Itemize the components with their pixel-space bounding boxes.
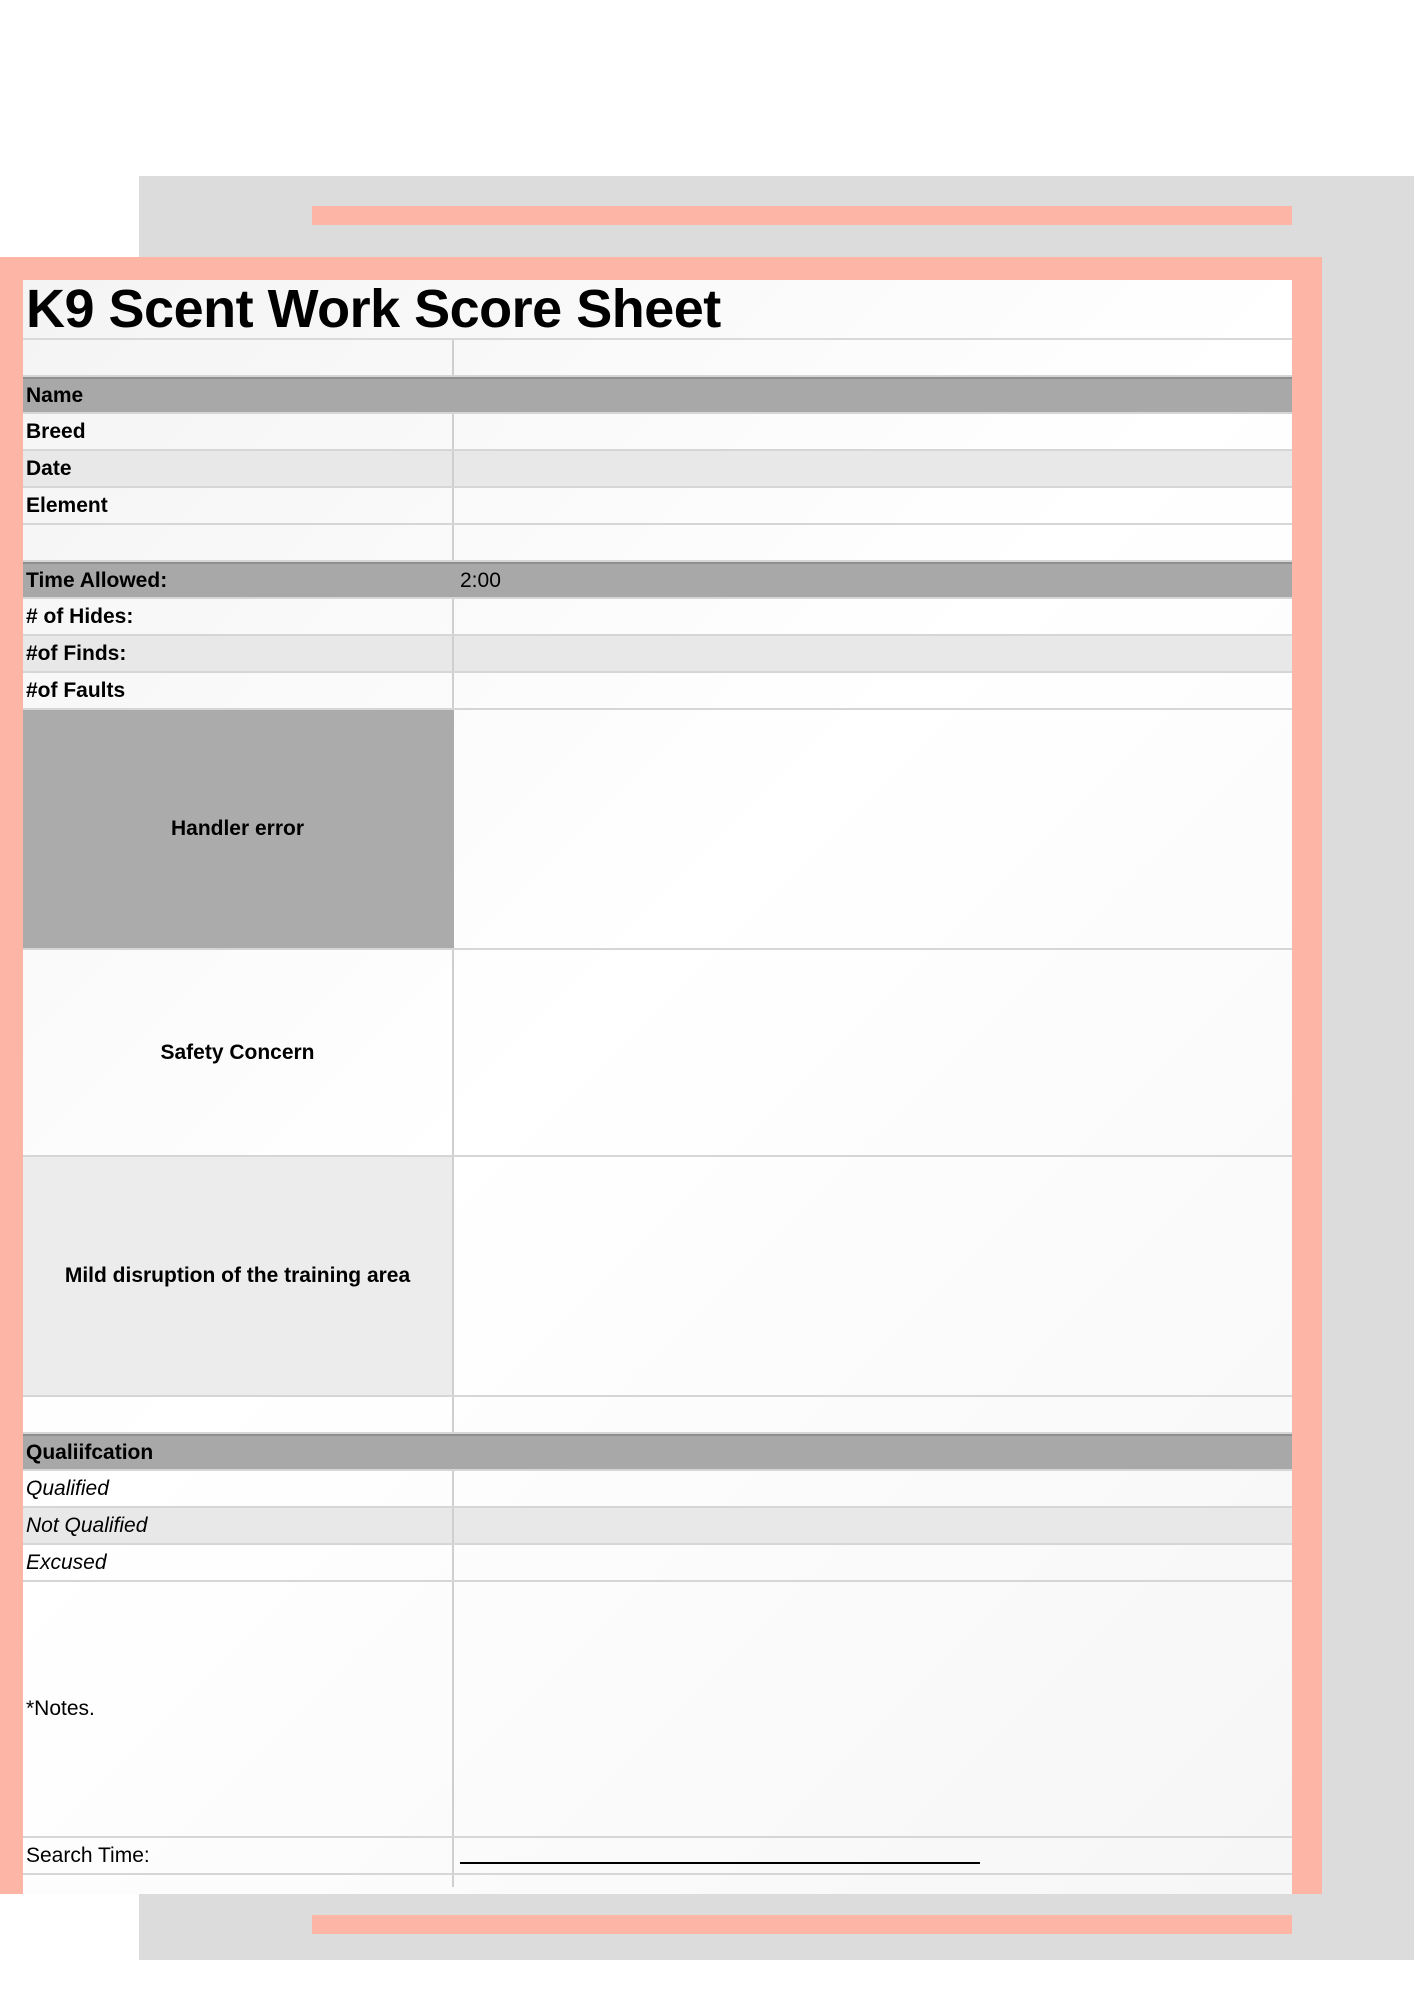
row-mild-disruption	[23, 1157, 1292, 1397]
spacer-cell	[454, 525, 1292, 560]
excused-field[interactable]	[454, 1545, 1292, 1580]
finds-field[interactable]	[454, 636, 1292, 671]
table-row	[23, 1875, 1292, 1887]
score-sheet	[23, 280, 1292, 1894]
row-time-allowed	[23, 562, 1292, 599]
safety-concern-label: Safety Concern	[23, 950, 454, 1155]
mild-disruption-label: Mild disruption of the training area	[23, 1157, 454, 1395]
spacer-cell	[23, 1875, 454, 1887]
qualification-label: Qualiifcation	[23, 1436, 454, 1469]
row-finds	[23, 636, 1292, 673]
notes-field[interactable]	[454, 1582, 1292, 1836]
mild-disruption-field[interactable]	[454, 1157, 1292, 1395]
breed-label: Breed	[23, 414, 454, 449]
not-qualified-field[interactable]	[454, 1508, 1292, 1543]
page-title: K9 Scent Work Score Sheet	[23, 280, 1292, 340]
row-date	[23, 451, 1292, 488]
name-label: Name	[23, 379, 454, 412]
date-label: Date	[23, 451, 454, 486]
score-table	[23, 340, 1292, 1887]
table-row	[23, 525, 1292, 562]
search-time-blank-line	[460, 1848, 980, 1864]
row-not-qualified	[23, 1508, 1292, 1545]
element-label: Element	[23, 488, 454, 523]
excused-label: Excused	[23, 1545, 454, 1580]
breed-field[interactable]	[454, 414, 1292, 449]
qualified-label: Qualified	[23, 1471, 454, 1506]
row-search-time	[23, 1838, 1292, 1875]
qualification-field[interactable]	[454, 1436, 1292, 1469]
faults-field[interactable]	[454, 673, 1292, 708]
hides-label: # of Hides:	[23, 599, 454, 634]
row-faults	[23, 673, 1292, 710]
row-safety-concern	[23, 950, 1292, 1157]
spacer-cell	[454, 1875, 1292, 1887]
handler-error-label: Handler error	[23, 710, 454, 948]
search-time-field[interactable]	[454, 1838, 1292, 1873]
row-name	[23, 377, 1292, 414]
qualified-field[interactable]	[454, 1471, 1292, 1506]
time-allowed-value[interactable]: 2:00	[460, 568, 501, 592]
search-time-label: Search Time:	[23, 1838, 454, 1873]
faults-label: #of Faults	[23, 673, 454, 708]
row-handler-error	[23, 710, 1292, 950]
decorative-bottom-bar	[312, 1915, 1292, 1934]
spacer-cell	[23, 1397, 454, 1432]
row-breed	[23, 414, 1292, 451]
date-field[interactable]	[454, 451, 1292, 486]
time-allowed-label: Time Allowed:	[23, 564, 454, 597]
spacer-cell	[23, 525, 454, 560]
spacer-cell	[454, 340, 1292, 375]
element-field[interactable]	[454, 488, 1292, 523]
not-qualified-label: Not Qualified	[23, 1508, 454, 1543]
handler-error-field[interactable]	[454, 710, 1292, 948]
row-excused	[23, 1545, 1292, 1582]
hides-field[interactable]	[454, 599, 1292, 634]
row-qualification	[23, 1434, 1292, 1471]
name-field[interactable]	[454, 379, 1292, 412]
table-row	[23, 1397, 1292, 1434]
row-notes	[23, 1582, 1292, 1838]
table-row	[23, 340, 1292, 377]
finds-label: #of Finds:	[23, 636, 454, 671]
spacer-cell	[23, 340, 454, 375]
row-element	[23, 488, 1292, 525]
row-hides	[23, 599, 1292, 636]
safety-concern-field[interactable]	[454, 950, 1292, 1155]
row-qualified	[23, 1471, 1292, 1508]
decorative-top-bar	[312, 206, 1292, 225]
spacer-cell	[454, 1397, 1292, 1432]
notes-label: *Notes.	[23, 1582, 454, 1836]
